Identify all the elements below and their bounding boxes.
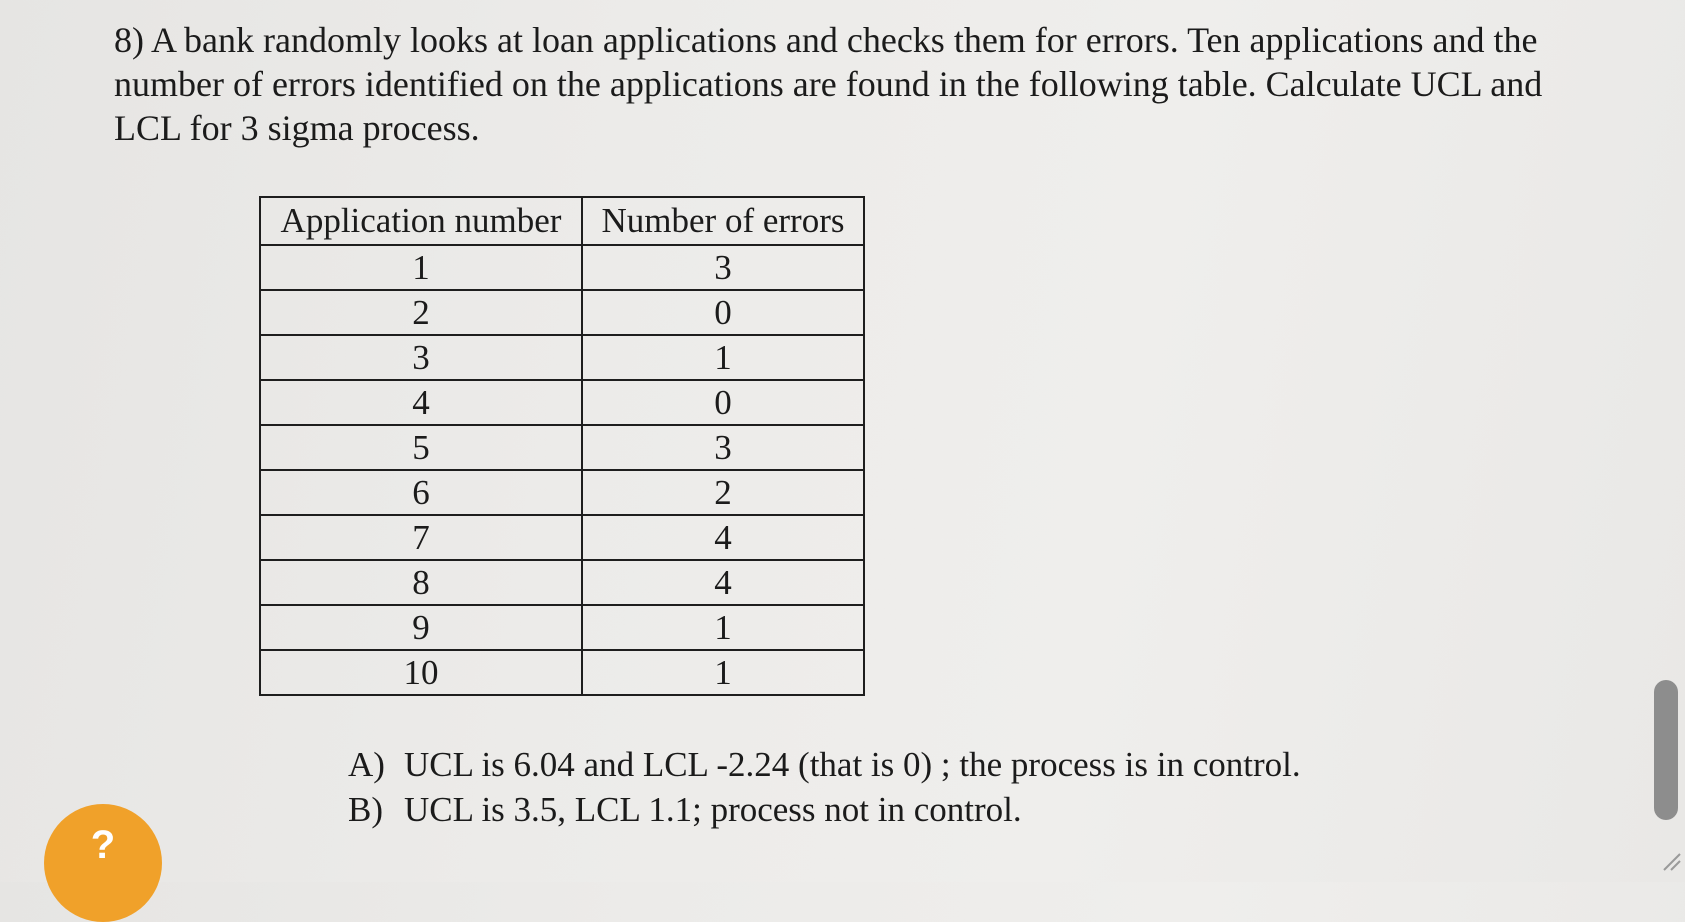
resize-grip-icon[interactable] (1660, 850, 1682, 872)
scrollbar-thumb[interactable] (1654, 680, 1678, 820)
application-number-cell: 8 (260, 560, 582, 605)
table-row (260, 560, 864, 605)
table-header-row (260, 197, 864, 245)
number-of-errors-cell: 1 (582, 650, 864, 695)
application-number-cell: 3 (260, 335, 582, 380)
table-row (260, 650, 864, 695)
option-letter: B) (348, 790, 383, 829)
number-of-errors-cell: 3 (582, 425, 864, 470)
question-mark-icon: ? (90, 823, 116, 867)
application-number-cell: 1 (260, 245, 582, 290)
number-of-errors-cell: 2 (582, 470, 864, 515)
table-row (260, 290, 864, 335)
number-of-errors-cell: 4 (582, 515, 864, 560)
table-row (260, 515, 864, 560)
application-number-cell: 10 (260, 650, 582, 695)
table-row (260, 245, 864, 290)
errors-table (259, 196, 865, 696)
option-text: UCL is 6.04 and LCL -2.24 (that is 0) ; the process is in control. (404, 745, 1301, 784)
number-of-errors-cell: 0 (582, 380, 864, 425)
number-of-errors-cell: 0 (582, 290, 864, 335)
application-number-cell: 5 (260, 425, 582, 470)
table-row (260, 470, 864, 515)
number-of-errors-cell: 1 (582, 605, 864, 650)
table-row (260, 335, 864, 380)
header-number-of-errors: Number of errors (582, 197, 864, 245)
option-text: UCL is 3.5, LCL 1.1; process not in control. (404, 790, 1022, 829)
application-number-cell: 2 (260, 290, 582, 335)
application-number-cell: 6 (260, 470, 582, 515)
table-row (260, 380, 864, 425)
number-of-errors-cell: 4 (582, 560, 864, 605)
help-button[interactable] (44, 804, 162, 922)
option-b[interactable] (348, 787, 1301, 832)
option-a[interactable] (348, 742, 1301, 787)
option-letter: A) (348, 745, 385, 784)
table-row (260, 605, 864, 650)
question-text: 8) A bank randomly looks at loan applications and checks them for errors. Ten applications and the number of errors identified on the applications are found in the following table. Calculate UCL and LCL for 3 sigma process. (114, 20, 1543, 148)
application-number-cell: 4 (260, 380, 582, 425)
number-of-errors-cell: 3 (582, 245, 864, 290)
application-number-cell: 9 (260, 605, 582, 650)
table-row (260, 425, 864, 470)
header-application-number: Application number (260, 197, 582, 245)
application-number-cell: 7 (260, 515, 582, 560)
answer-options (348, 742, 1301, 832)
errors-table-container (259, 196, 865, 696)
number-of-errors-cell: 1 (582, 335, 864, 380)
